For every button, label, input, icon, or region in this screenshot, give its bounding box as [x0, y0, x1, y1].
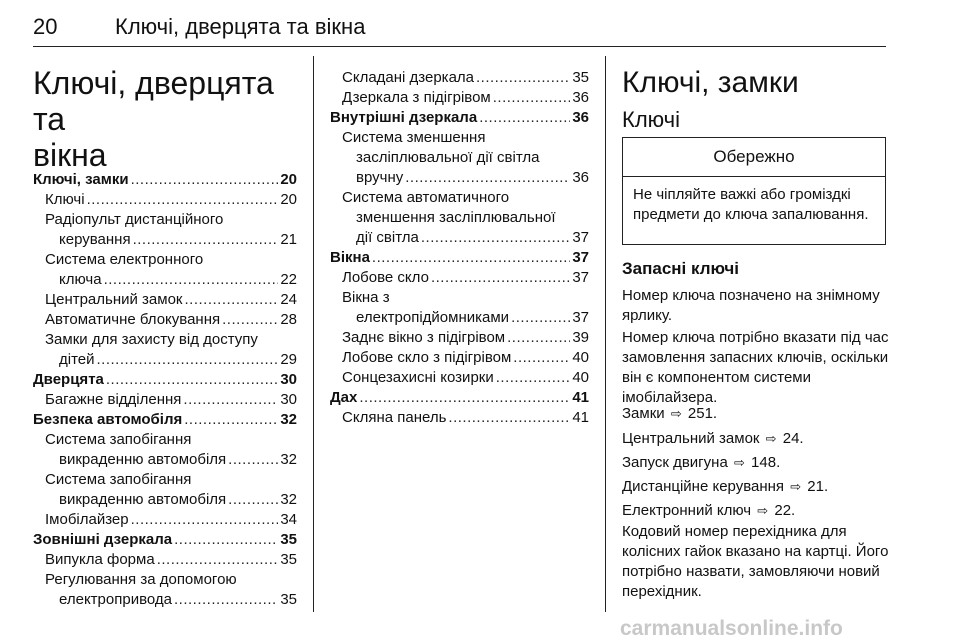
toc-entry[interactable]: [330, 308, 589, 328]
toc-page-number: 37: [572, 249, 589, 266]
reference-page: 22.: [774, 502, 796, 519]
toc-entry-label: викраденню автомобіля: [59, 451, 227, 468]
toc-leader-dots: [133, 230, 279, 250]
toc-leader-dots: [87, 190, 279, 210]
toc-section-entry[interactable]: [33, 370, 297, 390]
toc-entry-text: Система запобігання: [45, 431, 192, 448]
toc-entry-text: Система автоматичного: [342, 189, 510, 206]
reference-label: Дистанційне керування: [622, 478, 785, 495]
toc-page-number: 20: [280, 171, 297, 188]
toc-entry[interactable]: [33, 550, 297, 570]
toc-page-number: 36: [572, 89, 589, 106]
toc-entry[interactable]: [33, 490, 297, 510]
toc-column-1: [33, 170, 297, 610]
toc-entry[interactable]: [330, 408, 589, 428]
toc-entry-label: Скляна панель: [342, 409, 447, 426]
toc-leader-dots: [184, 410, 278, 430]
toc-entry-label: Центральний замок: [45, 291, 183, 308]
toc-entry[interactable]: [33, 390, 297, 410]
toc-leader-dots: [222, 310, 278, 330]
reference-label: Електронний ключ: [622, 502, 752, 519]
toc-page-number: 35: [280, 531, 297, 548]
toc-section-entry[interactable]: [33, 170, 297, 190]
toc-page-number: 32: [280, 491, 297, 508]
toc-entry-text: Замки для захисту від доступу: [45, 331, 258, 348]
toc-entry-label: Складані дзеркала: [342, 69, 475, 86]
page-number: 20: [33, 14, 58, 39]
toc-entry-text: Система запобігання: [45, 471, 192, 488]
toc-page-number: 30: [280, 371, 297, 388]
toc-entry-label: Зовнішні дзеркала: [33, 531, 173, 548]
toc-title-line: Ключі, дверцята та: [33, 65, 274, 137]
toc-title: [33, 65, 303, 173]
reference-page: 21.: [807, 478, 829, 495]
toc-leader-dots: [448, 408, 570, 428]
toc-page-number: 36: [572, 169, 589, 186]
toc-entry-label: Випукла форма: [45, 551, 155, 568]
toc-entry-label: Імобілайзер: [45, 511, 129, 528]
toc-entry-label: Заднє вікно з підігрівом: [342, 329, 506, 346]
toc-page-number: 36: [572, 109, 589, 126]
toc-leader-dots: [185, 290, 279, 310]
toc-page-number: 40: [572, 349, 589, 366]
reference-label: Запуск двигуна: [622, 454, 728, 471]
warning-box: [622, 137, 886, 245]
toc-page-number: 29: [280, 351, 297, 368]
toc-section-entry[interactable]: [330, 108, 589, 128]
toc-entry[interactable]: [330, 368, 589, 388]
toc-leader-dots: [431, 268, 570, 288]
running-title: Ключі, дверцята та вікна: [115, 14, 366, 39]
paragraph: Номер ключа потрібно вказати під час замовлення запасних ключів, оскільки він є компонентом системи імобілайзера.: [622, 329, 889, 406]
toc-page-number: 34: [280, 511, 297, 528]
toc-leader-dots: [183, 390, 278, 410]
toc-entry-label: Лобове скло: [342, 269, 429, 286]
toc-entry-text: Вікна з: [342, 289, 390, 306]
toc-leader-dots: [511, 308, 570, 328]
toc-page-number: 24: [280, 291, 297, 308]
toc-entry[interactable]: [33, 510, 297, 530]
toc-page-number: 41: [572, 409, 589, 426]
column-divider: [313, 56, 314, 612]
toc-entry-label: Лобове скло з підігрівом: [342, 349, 512, 366]
toc-page-number: 41: [572, 389, 589, 406]
toc-entry-label: Багажне відділення: [45, 391, 182, 408]
toc-entry-label: Безпека автомобіля: [33, 411, 183, 428]
reference-page: 251.: [687, 405, 718, 422]
toc-entry-label: Ключі, замки: [33, 171, 129, 188]
toc-entry-label: ключа: [59, 271, 102, 288]
toc-entry[interactable]: [330, 68, 589, 88]
warning-text: Не чіпляйте важкі або громіздкі предмети до ключа запалювання.: [633, 186, 869, 223]
toc-leader-dots: [493, 88, 571, 108]
toc-entry[interactable]: [33, 590, 297, 610]
toc-page-number: 35: [572, 69, 589, 86]
toc-page-number: 39: [572, 329, 589, 346]
toc-leader-dots: [228, 450, 278, 470]
toc-entry-label: Сонцезахисні козирки: [342, 369, 494, 386]
toc-leader-dots: [157, 550, 279, 570]
toc-entry[interactable]: [33, 310, 297, 330]
toc-entry-label: Дзеркала з підігрівом: [342, 89, 491, 106]
section-title: Ключі, замки: [622, 66, 799, 99]
toc-entry-label: викраденню автомобіля: [59, 491, 227, 508]
toc-entry[interactable]: [330, 268, 589, 288]
toc-leader-dots: [131, 510, 279, 530]
toc-leader-dots: [476, 68, 570, 88]
toc-page-number: 37: [572, 309, 589, 326]
toc-leader-dots: [479, 108, 570, 128]
toc-leader-dots: [496, 368, 571, 388]
reference-page: 148.: [751, 454, 781, 471]
toc-entry-text: засліплювальної дії світла: [356, 149, 540, 166]
toc-page-number: 37: [572, 269, 589, 286]
toc-leader-dots: [131, 170, 279, 190]
toc-entry-label: електропідйомниками: [356, 309, 510, 326]
watermark: carmanualsonline.info: [620, 617, 843, 640]
toc-entry-label: дії світла: [356, 229, 419, 246]
toc-section-entry[interactable]: [33, 530, 297, 550]
toc-title-line: вікна: [33, 137, 107, 173]
reference-page: 24.: [782, 430, 804, 447]
cross-reference[interactable]: [622, 501, 897, 521]
toc-leader-dots: [228, 490, 278, 510]
toc-entry-text: Радіопульт дистанційного: [45, 211, 224, 228]
right-arrow-icon: ⇨: [733, 455, 745, 470]
toc-entry[interactable]: [330, 168, 589, 188]
toc-entry[interactable]: [33, 290, 297, 310]
cross-reference[interactable]: [622, 453, 897, 473]
toc-leader-dots: [372, 248, 570, 268]
toc-leader-dots: [174, 590, 278, 610]
toc-entry[interactable]: [33, 350, 297, 370]
toc-entry-text: Система зменшення: [342, 129, 486, 146]
toc-entry-label: електропривода: [59, 591, 172, 608]
toc-entry[interactable]: [330, 88, 589, 108]
toc-entry[interactable]: [330, 228, 589, 248]
toc-page-number: 35: [280, 551, 297, 568]
right-arrow-icon: ⇨: [765, 431, 777, 446]
toc-leader-dots: [507, 328, 570, 348]
paragraph: Кодовий номер перехідника для колісних гайок вказано на картці. Його потрібно назвати, замовляючи новий перехідник.: [622, 523, 889, 600]
toc-page-number: 21: [280, 231, 297, 248]
toc-page-number: 37: [572, 229, 589, 246]
toc-leader-dots: [104, 270, 279, 290]
toc-entry-label: вручну: [356, 169, 404, 186]
toc-entry[interactable]: [33, 270, 297, 290]
toc-page-number: 32: [280, 451, 297, 468]
toc-leader-dots: [513, 348, 570, 368]
toc-entry[interactable]: [330, 328, 589, 348]
reference-label: Замки: [622, 405, 665, 422]
toc-entry[interactable]: [330, 348, 589, 368]
reference-label: Центральний замок: [622, 430, 760, 447]
warning-heading: Обережно: [623, 138, 885, 177]
cross-reference[interactable]: [622, 404, 897, 424]
toc-leader-dots: [359, 388, 570, 408]
toc-entry-text: Система електронного: [45, 251, 204, 268]
right-arrow-icon: ⇨: [790, 479, 802, 494]
toc-column-2: [330, 68, 589, 428]
toc-leader-dots: [106, 370, 278, 390]
cross-reference[interactable]: [622, 477, 897, 497]
toc-entry-label: керування: [59, 231, 131, 248]
toc-page-number: 22: [280, 271, 297, 288]
right-arrow-icon: ⇨: [757, 503, 769, 518]
right-arrow-icon: ⇨: [670, 406, 682, 421]
toc-entry-label: дітей: [59, 351, 95, 368]
toc-entry-label: Ключі: [45, 191, 85, 208]
toc-section-entry[interactable]: [330, 248, 589, 268]
toc-section-entry[interactable]: [330, 388, 589, 408]
toc-entry-label: Внутрішні дзеркала: [330, 109, 478, 126]
toc-leader-dots: [174, 530, 278, 550]
toc-entry-label: Вікна: [330, 249, 370, 266]
toc-page-number: 20: [280, 191, 297, 208]
toc-section-entry[interactable]: [33, 410, 297, 430]
toc-entry[interactable]: [33, 450, 297, 470]
column-divider: [605, 56, 606, 612]
toc-entry-label: Автоматичне блокування: [45, 311, 221, 328]
subsection-title: Ключі: [622, 107, 681, 132]
toc-page-number: 40: [572, 369, 589, 386]
toc-entry-text: Регулювання за допомогою: [45, 571, 237, 588]
toc-entry[interactable]: [33, 230, 297, 250]
toc-leader-dots: [421, 228, 570, 248]
toc-page-number: 30: [280, 391, 297, 408]
page-header: [33, 6, 886, 47]
cross-reference[interactable]: [622, 429, 897, 449]
toc-entry[interactable]: [33, 190, 297, 210]
spare-keys-heading: Запасні ключі: [622, 259, 739, 278]
toc-leader-dots: [405, 168, 570, 188]
paragraph: Номер ключа позначено на знімному ярлику.: [622, 287, 880, 324]
toc-entry-text: зменшення засліплювальної: [356, 209, 556, 226]
toc-page-number: 28: [280, 311, 297, 328]
toc-leader-dots: [97, 350, 279, 370]
toc-page-number: 32: [280, 411, 297, 428]
toc-entry-label: Дверцята: [33, 371, 104, 388]
toc-page-number: 35: [280, 591, 297, 608]
toc-entry-label: Дах: [330, 389, 358, 406]
